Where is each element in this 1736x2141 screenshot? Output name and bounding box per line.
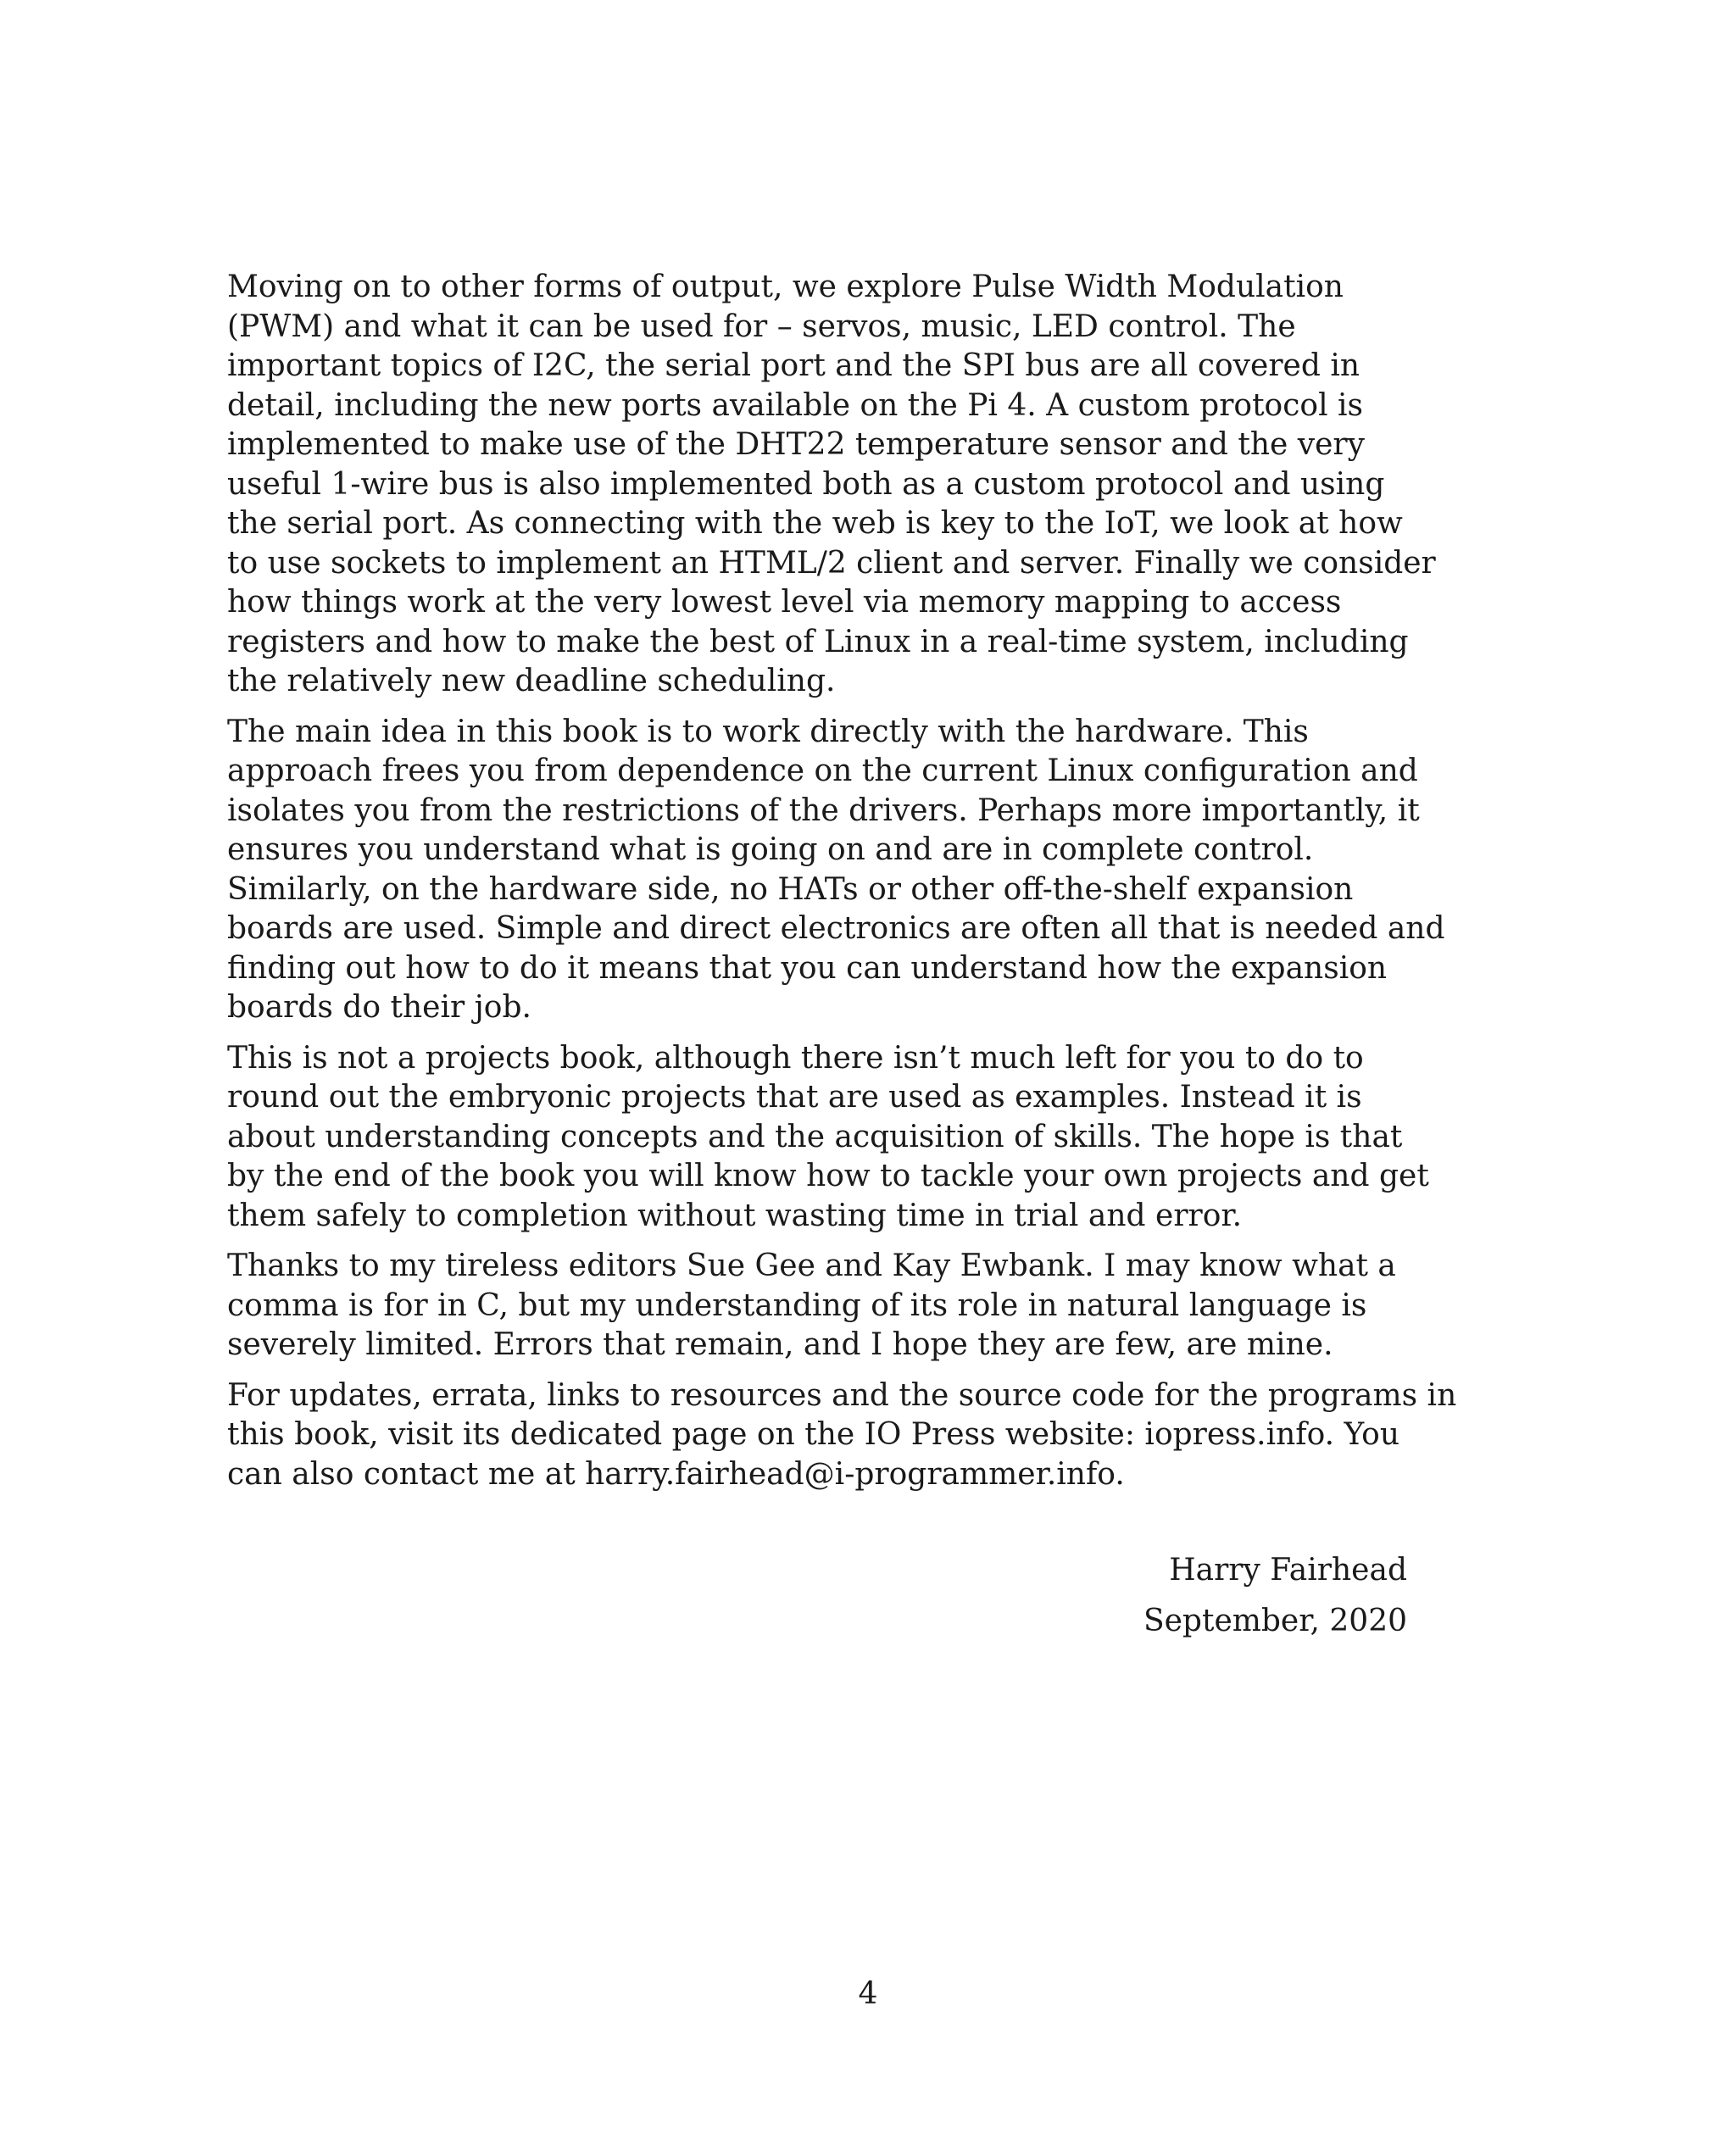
text-line: boards do their job. [227, 990, 531, 1025]
text-line: ensures you understand what is going on and are in complete control. [227, 832, 1314, 867]
text-line: Thanks to my tireless editors Sue Gee and Kay Ewbank. I may know what a [227, 1248, 1396, 1283]
text-line: finding out how to do it means that you can understand how the expansion [227, 950, 1388, 986]
page-number: 4 [858, 1977, 878, 2011]
text-line: The main idea in this book is to work directly with the hardware. This [227, 714, 1309, 749]
text-line: how things work at the very lowest level via memory mapping to access [227, 585, 1342, 620]
text-line: detail, including the new ports available on the Pi 4. A custom protocol is [227, 387, 1364, 423]
signature-date: September, 2020 [1143, 1604, 1407, 1638]
text-line: can also contact me at harry.fairhead@i-programmer.info. [227, 1456, 1125, 1492]
text-line: Moving on to other forms of output, we explore Pulse Width Modulation [227, 270, 1344, 304]
paragraph-updates [227, 1376, 1457, 1495]
text-line: this book, visit its dedicated page on the IO Press website: iopress.info. You [227, 1417, 1400, 1452]
text-line: by the end of the book you will know how to tackle your own projects and get [227, 1159, 1429, 1193]
paragraph-main-idea [227, 713, 1445, 1028]
page-body [227, 268, 1457, 1505]
text-line: severely limited. Errors that remain, and I hope they are few, are mine. [227, 1327, 1333, 1362]
text-line: the relatively new deadline scheduling. [227, 664, 836, 698]
text-line: boards are used. Simple and direct electronics are often all that is needed and [227, 911, 1445, 946]
text-line: comma is for in C, but my understanding of its role in natural language is [227, 1287, 1367, 1323]
text-line: This is not a projects book, although there isn’t much left for you to do to [227, 1040, 1364, 1076]
paragraph-not-projects-book [227, 1039, 1434, 1237]
text-line: to use sockets to implement an HTML/2 client and server. Finally we consider [227, 545, 1436, 581]
text-line: (PWM) and what it can be used for – servos, music, LED control. The [227, 309, 1296, 344]
paragraph-output-topics [227, 268, 1434, 702]
text-line: implemented to make use of the DHT22 temperature sensor and the very [227, 427, 1365, 462]
text-line: about understanding concepts and the acquisition of skills. The hope is that [227, 1119, 1403, 1154]
text-line: isolates you from the restrictions of the drivers. Perhaps more importantly, it [227, 792, 1420, 828]
text-line: For updates, errata, links to resources and the source code for the programs in [227, 1377, 1457, 1413]
text-line: useful 1-wire bus is also implemented both as a custom protocol and using [227, 466, 1385, 502]
text-line: the serial port. As connecting with the web is key to the IoT, we look at how [227, 506, 1403, 541]
paragraph-thanks [227, 1247, 1434, 1365]
text-line: them safely to completion without wasting time in trial and error. [227, 1198, 1243, 1233]
text-line: Similarly, on the hardware side, no HATs or other off-the-shelf expansion [227, 871, 1354, 907]
text-line: registers and how to make the best of Linux in a real-time system, including [227, 624, 1409, 659]
text-line: approach frees you from dependence on the current Linux configuration and [227, 754, 1418, 788]
text-line: round out the embryonic projects that are used as examples. Instead it is [227, 1080, 1362, 1115]
text-line: important topics of I2C, the serial port and the SPI bus are all covered in [227, 348, 1360, 383]
author-name: Harry Fairhead [1169, 1553, 1407, 1588]
